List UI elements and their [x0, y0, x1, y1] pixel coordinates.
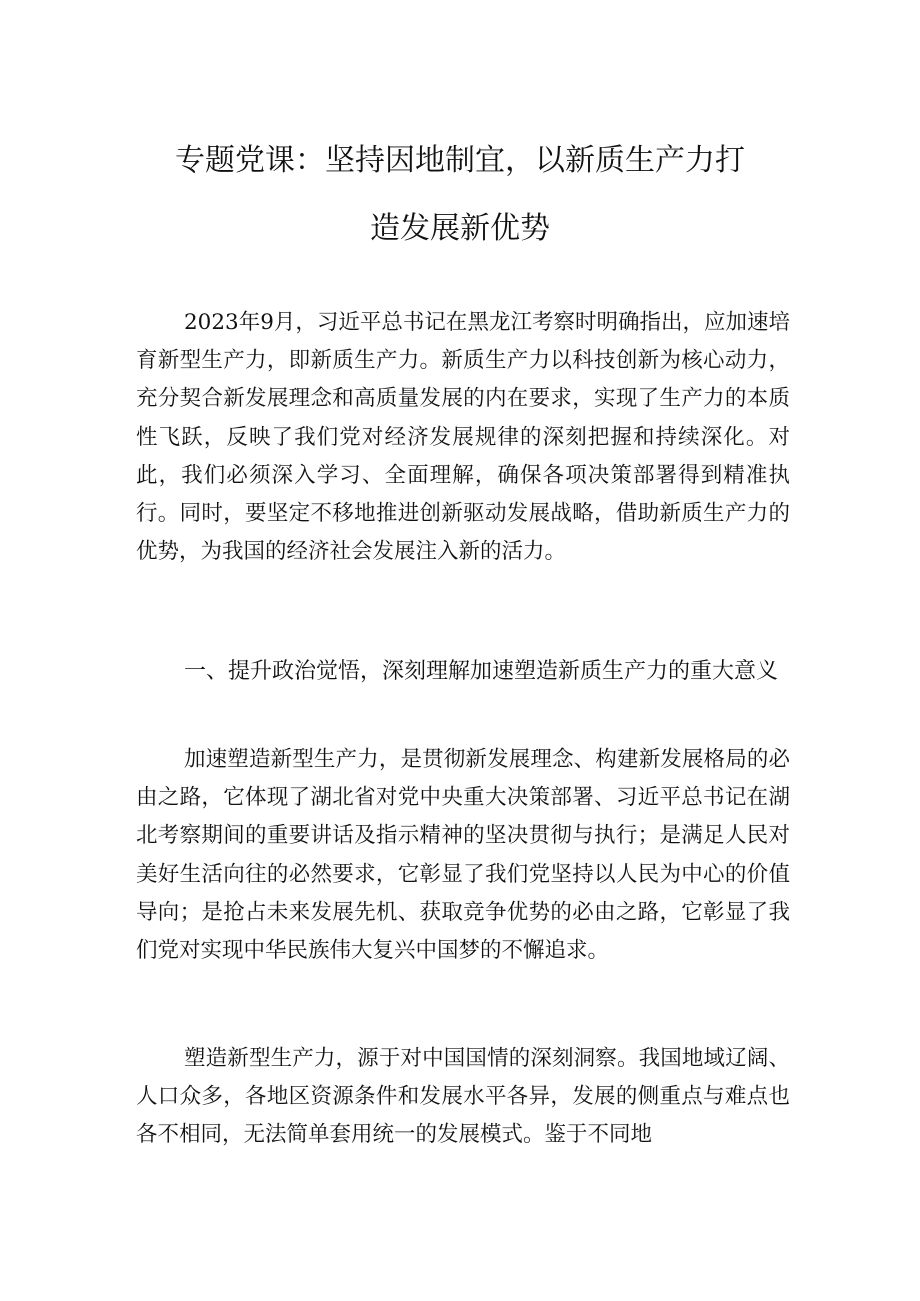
- document-title-line-2: 造发展新优势: [370, 211, 550, 246]
- body-paragraph-national-conditions: 塑造新型生产力，源于对中国国情的深刻洞察。我国地域辽阔、人口众多，各地区资源条件和发展水平各异，发展的侧重点与难点也各不相同，无法简单套用统一的发展模式。鉴于不同地: [136, 1046, 790, 1148]
- document-title-line-1: 专题党课：坚持因地制宜，以新质生产力打: [175, 143, 745, 178]
- section-heading-1: 一、提升政治觉悟，深刻理解加速塑造新质生产力的重大意义: [184, 659, 779, 684]
- body-paragraph-intro: 2023年9月，习近平总书记在黑龙江考察时明确指出，应加速培育新型生产力，即新质生产力。新质生产力以科技创新为核心动力，充分契合新发展理念和高质量发展的内在要求，实现了生产力的本质性飞跃，反映了我们党对经济发展规律的深刻把握和持续深化。对此，我们必须深入学习、全面理解，确保各项决策部署得到精准执行。同时，要坚定不移地推进创新驱动发展战略，借助新质生产力的优势，为我国的经济社会发展注入新的活力。: [136, 310, 790, 565]
- body-paragraph-significance: 加速塑造新型生产力，是贯彻新发展理念、构建新发展格局的必由之路，它体现了湖北省对党中央重大决策部署、习近平总书记在湖北考察期间的重要讲话及指示精神的坚决贯彻与执行；是满足人民对美好生活向往的必然要求，它彰显了我们党坚持以人民为中心的价值导向；是抢占未来发展先机、获取竞争优势的必由之路，它彰显了我们党对实现中华民族伟大复兴中国梦的不懈追求。: [136, 747, 790, 964]
